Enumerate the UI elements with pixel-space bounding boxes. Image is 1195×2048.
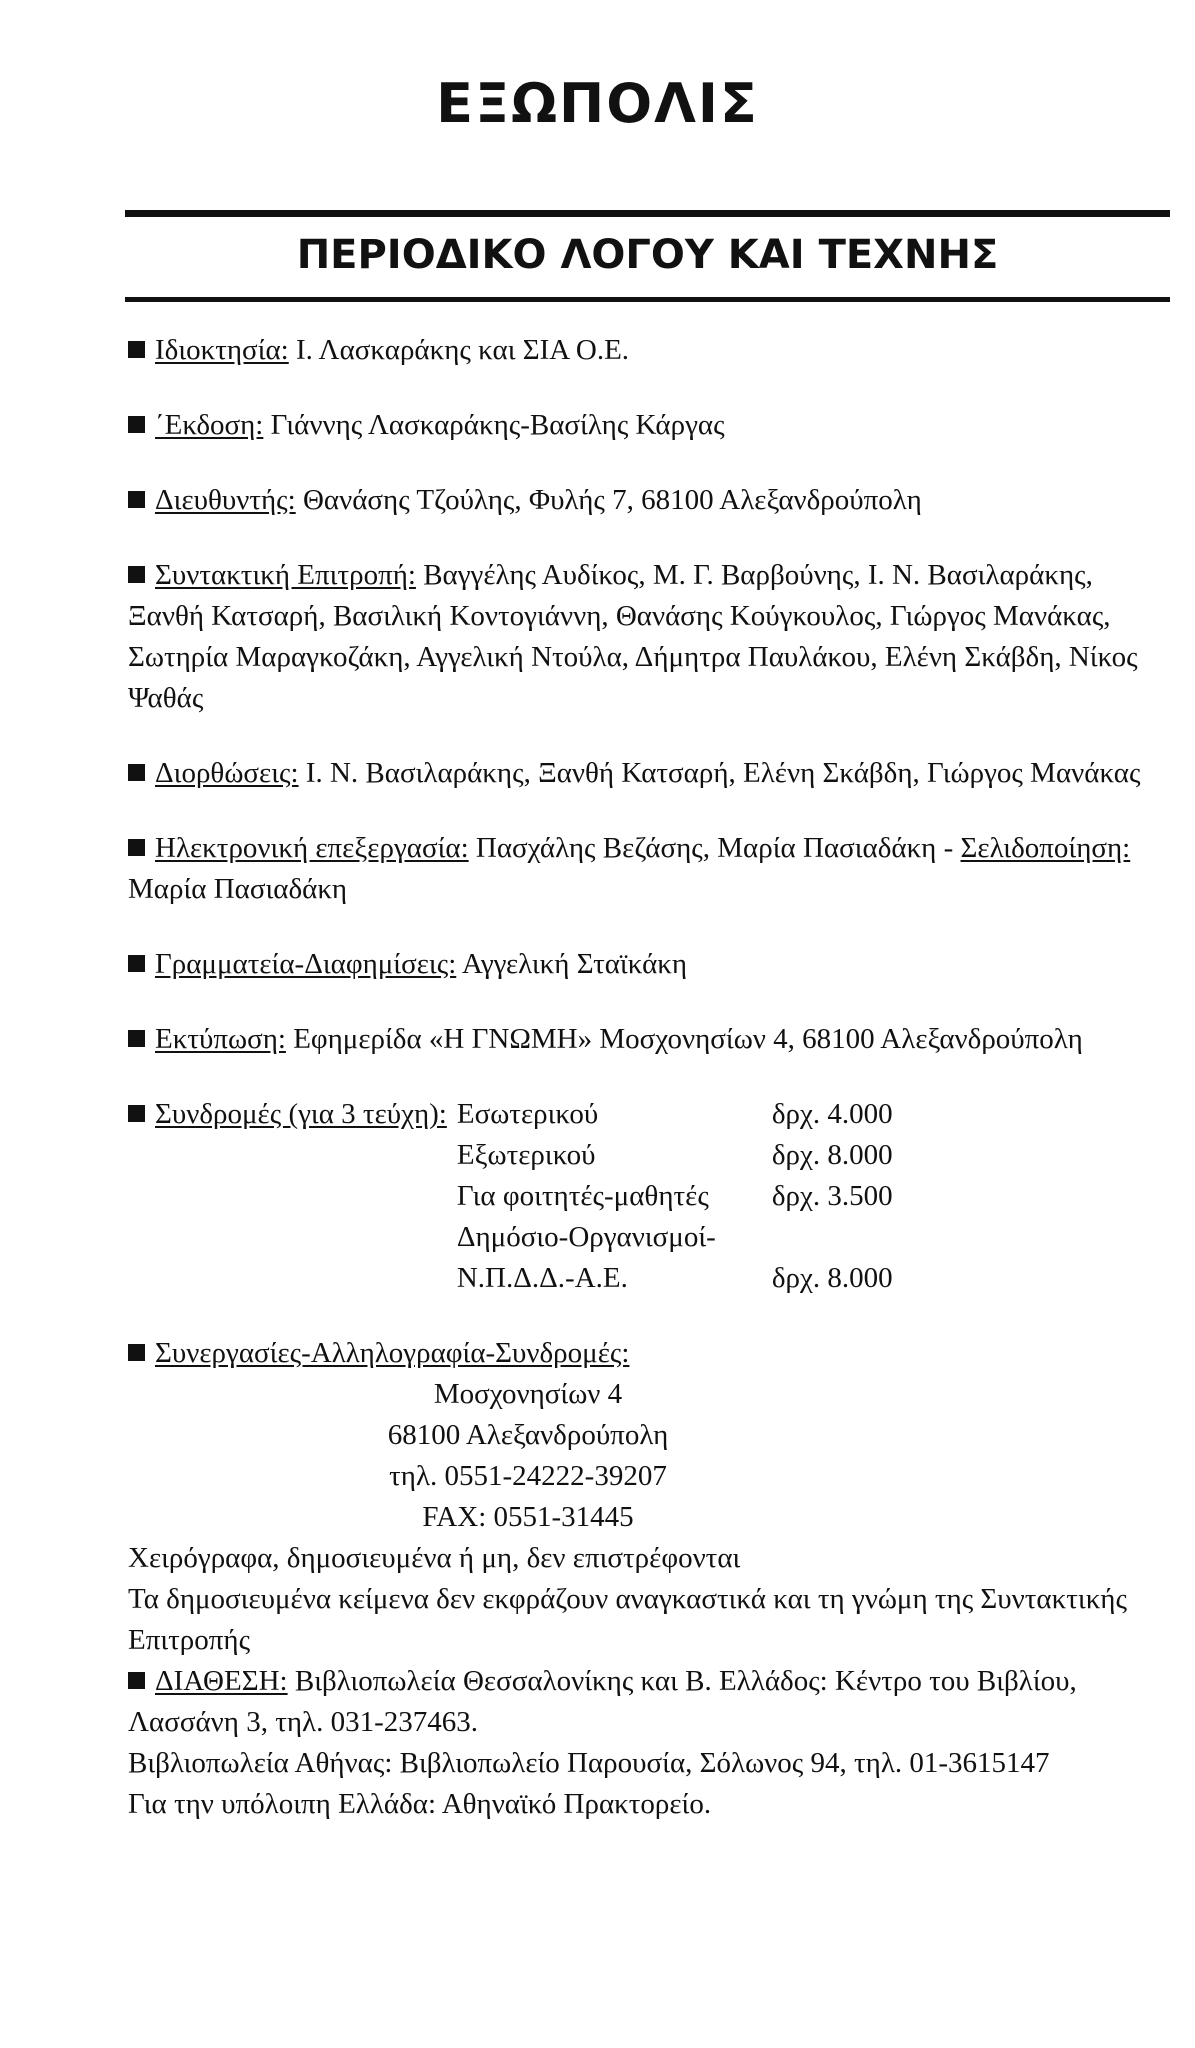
subscription-row bbox=[457, 1176, 893, 1217]
publishing-value: Γιάννης Λασκαράκης-Βασίλης Κάργας bbox=[263, 409, 725, 441]
distribution-label: ΔΙΑΘΕΣΗ: bbox=[155, 1665, 288, 1697]
director-label: Διευθυντής: bbox=[155, 484, 296, 516]
phone-line: τηλ. 0551-24222-39207 bbox=[389, 1460, 667, 1492]
subscriptions-table bbox=[457, 1094, 893, 1299]
director-entry bbox=[128, 480, 1173, 521]
electronic-processing-value: Πασχάλης Βεζάσης, Μαρία Πασιαδάκη - bbox=[468, 832, 961, 864]
correspondence-heading bbox=[128, 1333, 1173, 1374]
bullet-square-icon bbox=[128, 955, 145, 972]
subscription-price: δρχ. 8.000 bbox=[771, 1262, 893, 1294]
printing-label: Εκτύπωση: bbox=[155, 1023, 286, 1055]
manuscripts-note: Χειρόγραφα, δημοσιευμένα ή μη, δεν επιστρέφονται bbox=[128, 1542, 741, 1574]
editorial-committee-label: Συντακτική Επιτροπή: bbox=[155, 559, 416, 591]
correspondence-address bbox=[128, 1374, 928, 1538]
subscription-category: Για φοιτητές-μαθητές bbox=[456, 1180, 709, 1212]
address-line: Μοσχονησίων 4 bbox=[433, 1378, 623, 1410]
subscription-row bbox=[457, 1217, 893, 1258]
subscription-category: Εξωτερικού bbox=[456, 1139, 596, 1171]
proofreading-label: Διορθώσεις: bbox=[155, 757, 299, 789]
fax-line: FAX: 0551-31445 bbox=[422, 1501, 634, 1533]
bullet-square-icon bbox=[128, 491, 145, 508]
bullet-square-icon bbox=[128, 1030, 145, 1047]
subscription-category: Εσωτερικού bbox=[456, 1098, 599, 1130]
proofreading-entry bbox=[128, 753, 1173, 794]
magazine-title: ΕΞΩΠΟΛΙΣ bbox=[436, 72, 759, 135]
secretariat-value: Αγγελική Σταϊκάκη bbox=[456, 948, 688, 980]
correspondence-label: Συνεργασίες-Αλληλογραφία-Συνδρομές: bbox=[155, 1337, 630, 1369]
correspondence-entry bbox=[128, 1333, 1173, 1538]
bullet-square-icon bbox=[128, 1672, 145, 1689]
subscription-category: Δημόσιο-Οργανισμοί- bbox=[456, 1221, 716, 1253]
subscription-row bbox=[457, 1135, 893, 1176]
secretariat-label: Γραμματεία-Διαφημίσεις: bbox=[155, 948, 457, 980]
subscriptions-label: Συνδρομές (για 3 τεύχη): bbox=[155, 1098, 447, 1130]
ownership-value: Ι. Λασκαράκης και ΣΙΑ Ο.Ε. bbox=[288, 334, 630, 366]
subscriptions-label-wrap bbox=[128, 1094, 447, 1299]
address-line: 68100 Αλεξανδρούπολη bbox=[387, 1419, 669, 1451]
top-rule bbox=[125, 210, 1170, 217]
distribution-value: Βιβλιοπωλεία Θεσσαλονίκης και Β. Ελλάδος: Κέντρο του Βιβλίου, Λασσάνη 3, τηλ. 031-237463. bbox=[128, 1665, 1077, 1738]
printing-entry bbox=[128, 1019, 1173, 1060]
athens-bookstores: Βιβλιοπωλεία Αθήνας: Βιβλιοπωλείο Παρουσία, Σόλωνος 94, τηλ. 01-3615147 bbox=[128, 1747, 1050, 1779]
bullet-square-icon bbox=[128, 341, 145, 358]
ownership-entry bbox=[128, 330, 1173, 371]
subscription-row bbox=[457, 1094, 893, 1135]
editorial-committee-entry bbox=[128, 555, 1173, 719]
bullet-square-icon bbox=[128, 764, 145, 781]
bottom-rule bbox=[125, 297, 1170, 302]
layout-label: Σελιδοποίηση: bbox=[960, 832, 1131, 864]
printing-value: Εφημερίδα «Η ΓΝΩΜΗ» Μοσχονησίων 4, 68100 Αλεξανδρούπολη bbox=[285, 1023, 1083, 1055]
subscriptions-entry bbox=[128, 1094, 1173, 1299]
subscription-price: δρχ. 4.000 bbox=[771, 1098, 893, 1130]
subscription-category: Ν.Π.Δ.Δ.-Α.Ε. bbox=[456, 1262, 628, 1294]
subscription-price: δρχ. 8.000 bbox=[771, 1139, 893, 1171]
publishing-label: ΄Εκδοση: bbox=[155, 409, 264, 441]
bullet-square-icon bbox=[128, 839, 145, 856]
distribution-entry bbox=[128, 1661, 1173, 1743]
disclaimer-note: Τα δημοσιευμένα κείμενα δεν εκφράζουν αναγκαστικά και τη γνώμη της Συντακτικής Επιτροπής bbox=[128, 1583, 1127, 1656]
subscription-price: δρχ. 3.500 bbox=[771, 1180, 893, 1212]
bullet-square-icon bbox=[128, 416, 145, 433]
electronic-processing-label: Ηλεκτρονική επεξεργασία: bbox=[155, 832, 469, 864]
bullet-square-icon bbox=[128, 566, 145, 583]
electronic-processing-entry bbox=[128, 828, 1173, 910]
publishing-entry bbox=[128, 405, 1173, 446]
magazine-subtitle: ΠΕΡΙΟΔΙΚΟ ΛΟΓΟΥ ΚΑΙ ΤΕΧΝΗΣ bbox=[296, 232, 999, 278]
colophon-content bbox=[128, 330, 1173, 1825]
ownership-label: Ιδιοκτησία: bbox=[155, 334, 289, 366]
bullet-square-icon bbox=[128, 1105, 145, 1122]
layout-value: Μαρία Πασιαδάκη bbox=[128, 873, 348, 905]
subscription-row bbox=[457, 1258, 893, 1299]
bullet-square-icon bbox=[128, 1344, 145, 1361]
rest-of-greece: Για την υπόλοιπη Ελλάδα: Αθηναϊκό Πρακτορείο. bbox=[128, 1788, 712, 1820]
editorial-committee-value: Βαγγέλης Αυδίκος, Μ. Γ. Βαρβούνης, Ι. Ν. Βασιλαράκης, Ξανθή Κατσαρή, Βασιλική Κοντογιάννη, Θανάσης Κούγκουλος, Γιώργος Μανάκας, Σωτηρία Μαραγκοζάκη, Αγγελική Ντούλα, Δήμητρα Παυλάκου, Ελένη Σκάβδη, Νίκος Ψαθάς bbox=[128, 559, 1138, 714]
director-value: Θανάσης Τζούλης, Φυλής 7, 68100 Αλεξανδρούπολη bbox=[295, 484, 922, 516]
secretariat-entry bbox=[128, 944, 1173, 985]
proofreading-value: Ι. Ν. Βασιλαράκης, Ξανθή Κατσαρή, Ελένη Σκάβδη, Γιώργος Μανάκας bbox=[298, 757, 1141, 789]
